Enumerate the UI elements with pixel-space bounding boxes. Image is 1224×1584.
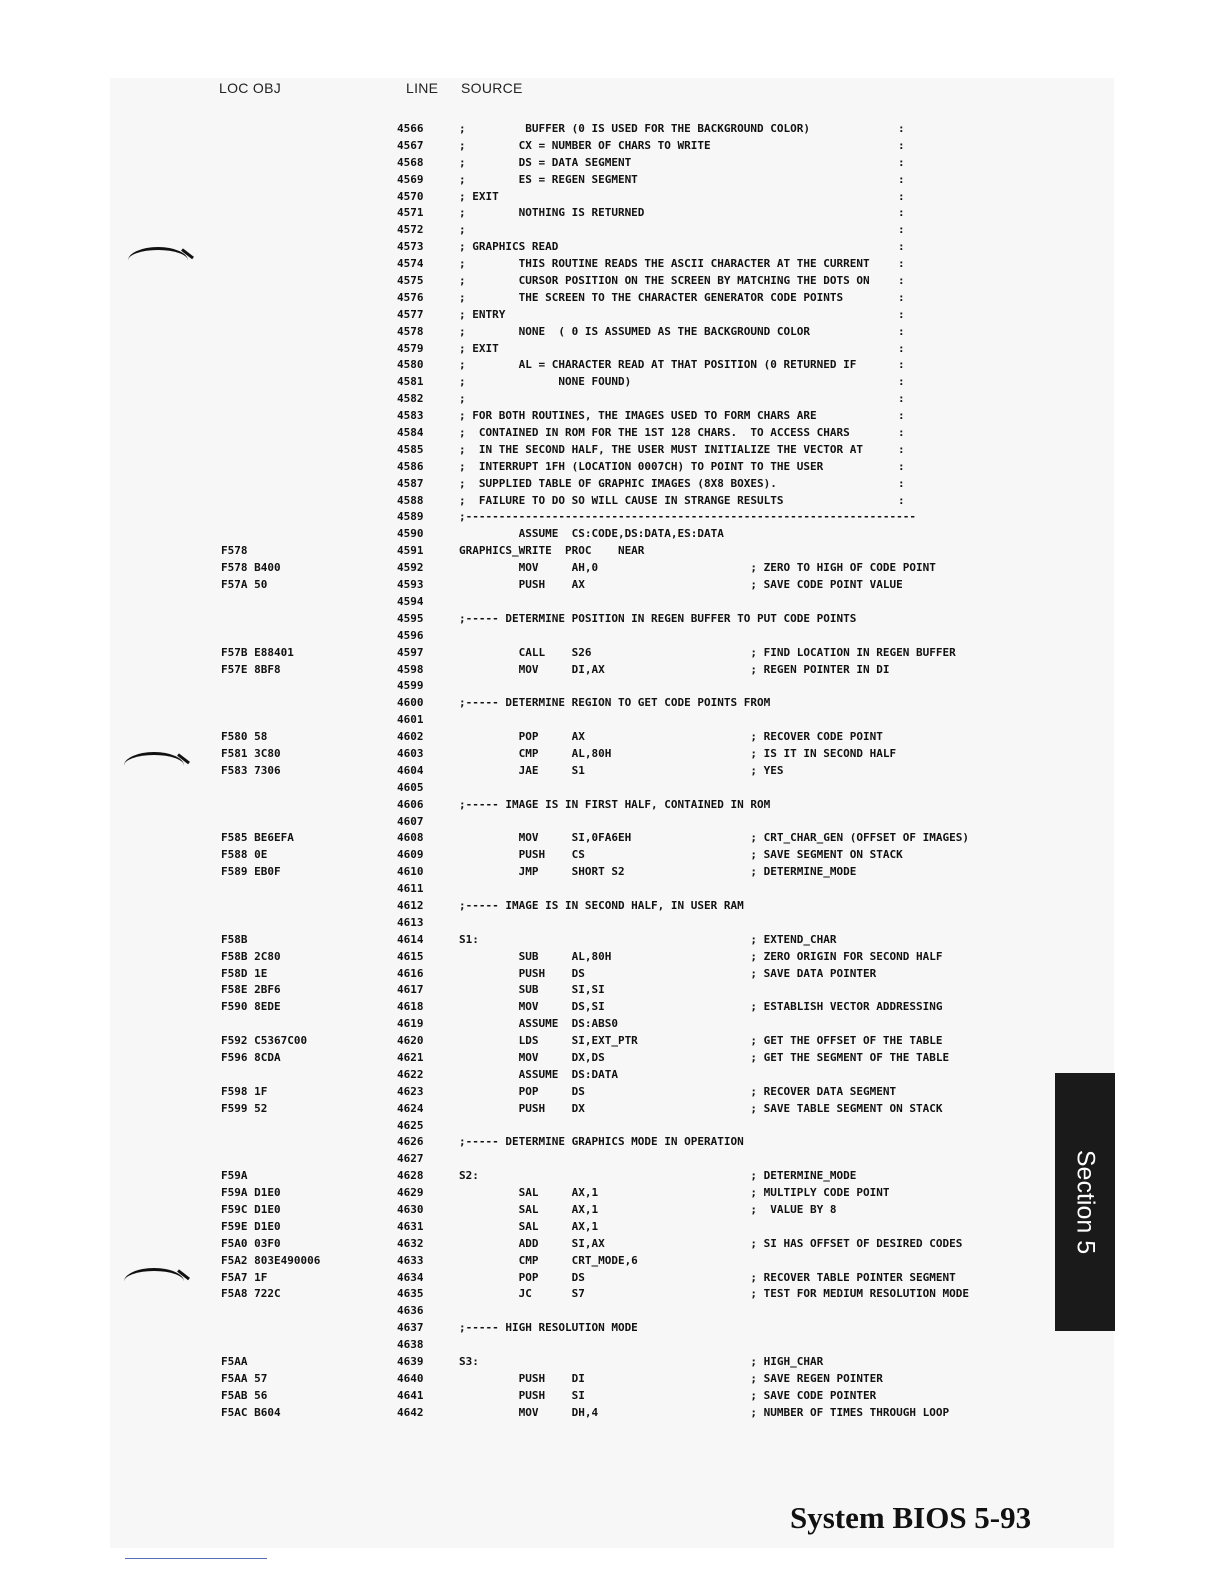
- line-number-cell: 4632: [397, 1236, 424, 1250]
- line-number-cell: 4607: [397, 814, 424, 828]
- loc-obj-cell: F59E D1E0: [221, 1219, 281, 1233]
- line-number-cell: 4592: [397, 561, 424, 575]
- loc-obj-cell: F5AA: [221, 1355, 248, 1369]
- source-cell: ; FOR BOTH ROUTINES, THE IMAGES USED TO FORM CHARS ARE: [459, 409, 817, 423]
- line-number-cell: 4568: [397, 155, 424, 169]
- listing-row: [0, 847, 1050, 864]
- listing-row: [0, 476, 1050, 493]
- line-number-cell: 4587: [397, 476, 424, 490]
- source-cell: CMP CRT_MODE,6: [459, 1253, 638, 1267]
- source-cell: MOV DS,SI ; ESTABLISH VECTOR ADDRESSING: [459, 1000, 943, 1014]
- loc-obj-cell: F57A 50: [221, 578, 268, 592]
- source-cell: PUSH DS ; SAVE DATA POINTER: [459, 966, 877, 980]
- listing-row: [0, 645, 1050, 662]
- line-number-cell: 4580: [397, 358, 424, 372]
- listing-row: [0, 155, 1050, 172]
- listing-row: [0, 999, 1050, 1016]
- listing-row: [0, 493, 1050, 510]
- line-number-cell: 4629: [397, 1186, 424, 1200]
- source-cell: PUSH AX ; SAVE CODE POINT VALUE: [459, 578, 903, 592]
- line-number-cell: 4585: [397, 442, 424, 456]
- comment-end-mark: :: [898, 138, 905, 152]
- comment-end-mark: :: [898, 375, 905, 389]
- source-cell: ;----- DETERMINE POSITION IN REGEN BUFFER TO PUT CODE POINTS: [459, 611, 857, 625]
- loc-obj-cell: F58B: [221, 932, 248, 946]
- source-cell: JC S7 ; TEST FOR MEDIUM RESOLUTION MODE: [459, 1287, 969, 1301]
- loc-obj-cell: F5AC B604: [221, 1405, 281, 1419]
- source-cell: ; NOTHING IS RETURNED: [459, 206, 645, 220]
- line-number-cell: 4606: [397, 797, 424, 811]
- line-number-cell: 4576: [397, 290, 424, 304]
- source-cell: MOV AH,0 ; ZERO TO HIGH OF CODE POINT: [459, 561, 936, 575]
- loc-obj-cell: F578 B400: [221, 561, 281, 575]
- line-number-cell: 4596: [397, 628, 424, 642]
- page-footer: System BIOS 5-93: [790, 1500, 1032, 1535]
- source-cell: ; CONTAINED IN ROM FOR THE 1ST 128 CHARS. TO ACCESS CHARS: [459, 426, 850, 440]
- source-cell: CALL S26 ; FIND LOCATION IN REGEN BUFFER: [459, 645, 956, 659]
- source-cell: SAL AX,1: [459, 1219, 599, 1233]
- line-number-cell: 4614: [397, 932, 424, 946]
- comment-end-mark: :: [898, 476, 905, 490]
- comment-end-mark: :: [898, 307, 905, 321]
- source-cell: PUSH CS ; SAVE SEGMENT ON STACK: [459, 848, 903, 862]
- line-number-cell: 4609: [397, 848, 424, 862]
- source-cell: ; CURSOR POSITION ON THE SCREEN BY MATCHING THE DOTS ON: [459, 274, 870, 288]
- listing-row: [0, 1033, 1050, 1050]
- source-cell: ; GRAPHICS READ: [459, 240, 559, 254]
- source-cell: ; EXIT: [459, 189, 499, 203]
- loc-obj-cell: F592 C5367C00: [221, 1034, 308, 1048]
- line-number-cell: 4600: [397, 696, 424, 710]
- listing-row: [0, 290, 1050, 307]
- source-cell: PUSH DX ; SAVE TABLE SEGMENT ON STACK: [459, 1101, 943, 1115]
- loc-obj-cell: F590 8EDE: [221, 1000, 281, 1014]
- line-number-cell: 4570: [397, 189, 424, 203]
- section-tab: [1055, 1073, 1115, 1331]
- listing-row: [0, 628, 1050, 645]
- line-number-cell: 4623: [397, 1084, 424, 1098]
- loc-obj-cell: F59C D1E0: [221, 1203, 281, 1216]
- section-tab-label: Section 5: [1071, 1149, 1100, 1255]
- source-cell: JAE S1 ; YES: [459, 763, 784, 777]
- source-cell: ; NONE ( 0 IS ASSUMED AS THE BACKGROUND COLOR: [459, 324, 810, 338]
- line-number-cell: 4603: [397, 746, 424, 760]
- comment-end-mark: :: [898, 257, 905, 271]
- comment-end-mark: :: [898, 206, 905, 220]
- source-cell: POP DS ; RECOVER DATA SEGMENT: [459, 1084, 897, 1098]
- source-cell: MOV DH,4 ; NUMBER OF TIMES THROUGH LOOP: [459, 1405, 950, 1419]
- comment-end-mark: :: [898, 442, 905, 456]
- comment-end-mark: :: [898, 459, 905, 473]
- listing-row: [0, 1101, 1050, 1118]
- loc-obj-cell: F59A D1E0: [221, 1186, 281, 1200]
- comment-end-mark: :: [898, 274, 905, 288]
- line-number-cell: 4636: [397, 1304, 424, 1318]
- line-number-cell: 4640: [397, 1371, 424, 1385]
- source-cell: ASSUME DS:ABS0: [459, 1017, 618, 1031]
- bottom-rule: [125, 1558, 267, 1559]
- listing-row: [0, 526, 1050, 543]
- line-number-cell: 4638: [397, 1338, 424, 1352]
- line-number-cell: 4615: [397, 949, 424, 963]
- comment-end-mark: :: [898, 155, 905, 169]
- listing-row: [0, 341, 1050, 358]
- source-cell: S2: ; DETERMINE_MODE: [459, 1169, 857, 1183]
- listing-row: [0, 898, 1050, 915]
- listing-row: [0, 1388, 1050, 1405]
- listing-row: [0, 374, 1050, 391]
- source-cell: ADD SI,AX ; SI HAS OFFSET OF DESIRED CODES: [459, 1236, 963, 1250]
- listing-row: [0, 678, 1050, 695]
- comment-end-mark: :: [898, 324, 905, 338]
- loc-obj-cell: F5A0 03F0: [221, 1236, 281, 1250]
- source-cell: ASSUME DS:DATA: [459, 1067, 618, 1081]
- line-number-cell: 4611: [397, 882, 424, 896]
- listing-row: [0, 1236, 1050, 1253]
- line-number-cell: 4586: [397, 459, 424, 473]
- source-cell: ; DS = DATA SEGMENT: [459, 155, 632, 169]
- loc-obj-cell: F5AB 56: [221, 1388, 268, 1402]
- line-number-cell: 4631: [397, 1219, 424, 1233]
- source-cell: ;----- IMAGE IS IN SECOND HALF, IN USER RAM: [459, 898, 744, 912]
- listing-row: [0, 408, 1050, 425]
- source-cell: S1: ; EXTEND_CHAR: [459, 932, 837, 946]
- listing-row: [0, 307, 1050, 324]
- line-number-cell: 4584: [397, 426, 424, 440]
- line-number-cell: 4582: [397, 392, 424, 406]
- line-number-cell: 4610: [397, 865, 424, 879]
- line-number-cell: 4591: [397, 544, 424, 558]
- listing-row: [0, 814, 1050, 831]
- listing-row: [0, 662, 1050, 679]
- source-cell: ;----- IMAGE IS IN FIRST HALF, CONTAINED IN ROM: [459, 797, 771, 811]
- listing-row: [0, 1303, 1050, 1320]
- listing-row: [0, 577, 1050, 594]
- line-number-cell: 4575: [397, 274, 424, 288]
- line-number-cell: 4569: [397, 172, 424, 186]
- listing-row: [0, 1118, 1050, 1135]
- source-cell: ; INTERRUPT 1FH (LOCATION 0007CH) TO POINT TO THE USER: [459, 459, 824, 473]
- listing-row: [0, 729, 1050, 746]
- line-number-cell: 4573: [397, 240, 424, 254]
- source-cell: ; THE SCREEN TO THE CHARACTER GENERATOR CODE POINTS: [459, 290, 844, 304]
- line-number-cell: 4624: [397, 1101, 424, 1115]
- loc-obj-cell: F5AA 57: [221, 1371, 268, 1385]
- source-cell: ; BUFFER (0 IS USED FOR THE BACKGROUND COLOR): [459, 122, 810, 135]
- comment-end-mark: :: [898, 240, 905, 254]
- comment-end-mark: :: [898, 493, 905, 507]
- binder-hole-mark: [124, 752, 184, 779]
- comment-end-mark: :: [898, 409, 905, 423]
- line-number-cell: 4630: [397, 1203, 424, 1216]
- comment-end-mark: :: [898, 172, 905, 186]
- listing-row: [0, 1084, 1050, 1101]
- source-cell: GRAPHICS_WRITE PROC NEAR: [459, 544, 645, 558]
- line-number-cell: 4613: [397, 915, 424, 929]
- line-number-cell: 4601: [397, 713, 424, 727]
- comment-end-mark: :: [898, 358, 905, 372]
- source-cell: LDS SI,EXT_PTR ; GET THE OFFSET OF THE TABLE: [459, 1034, 943, 1048]
- listing-row: [0, 138, 1050, 155]
- line-number-cell: 4622: [397, 1067, 424, 1081]
- source-cell: ASSUME CS:CODE,DS:DATA,ES:DATA: [459, 527, 724, 541]
- line-number-cell: 4579: [397, 341, 424, 355]
- loc-obj-cell: F589 EB0F: [221, 865, 281, 879]
- source-cell: SAL AX,1 ; VALUE BY 8: [459, 1203, 837, 1216]
- comment-end-mark: :: [898, 122, 905, 135]
- column-header-line: LINE: [406, 80, 439, 96]
- listing-row: [0, 966, 1050, 983]
- comment-end-mark: :: [898, 392, 905, 406]
- source-cell: POP DS ; RECOVER TABLE POINTER SEGMENT: [459, 1270, 956, 1284]
- listing-row: [0, 1202, 1050, 1219]
- loc-obj-cell: F5A2 803E490006: [221, 1253, 321, 1267]
- line-number-cell: 4604: [397, 763, 424, 777]
- line-number-cell: 4588: [397, 493, 424, 507]
- listing-row: [0, 1354, 1050, 1371]
- loc-obj-cell: F588 0E: [221, 848, 268, 862]
- binder-hole-mark: [128, 247, 188, 274]
- line-number-cell: 4619: [397, 1017, 424, 1031]
- listing-row: [0, 459, 1050, 476]
- line-number-cell: 4577: [397, 307, 424, 321]
- listing-row: [0, 1371, 1050, 1388]
- line-number-cell: 4617: [397, 983, 424, 997]
- listing-row: [0, 1219, 1050, 1236]
- source-cell: ;----- HIGH RESOLUTION MODE: [459, 1321, 638, 1335]
- listing-row: [0, 357, 1050, 374]
- loc-obj-cell: F58E 2BF6: [221, 983, 281, 997]
- listing-row: [0, 712, 1050, 729]
- source-cell: ; ES = REGEN SEGMENT: [459, 172, 638, 186]
- line-number-cell: 4602: [397, 730, 424, 744]
- listing-row: [0, 1405, 1050, 1422]
- line-number-cell: 4618: [397, 1000, 424, 1014]
- listing-row: [0, 864, 1050, 881]
- loc-obj-cell: F578: [221, 544, 248, 558]
- source-cell: SAL AX,1 ; MULTIPLY CODE POINT: [459, 1186, 890, 1200]
- line-number-cell: 4616: [397, 966, 424, 980]
- loc-obj-cell: F57E 8BF8: [221, 662, 281, 676]
- source-cell: ;----- DETERMINE REGION TO GET CODE POINTS FROM: [459, 696, 771, 710]
- listing-row: [0, 442, 1050, 459]
- listing-row: [0, 1168, 1050, 1185]
- listing-row: [0, 425, 1050, 442]
- loc-obj-cell: F580 58: [221, 730, 268, 744]
- line-number-cell: 4597: [397, 645, 424, 659]
- line-number-cell: 4583: [397, 409, 424, 423]
- listing-row: [0, 205, 1050, 222]
- line-number-cell: 4567: [397, 138, 424, 152]
- loc-obj-cell: F585 BE6EFA: [221, 831, 294, 845]
- listing-row: [0, 172, 1050, 189]
- listing-row: [0, 949, 1050, 966]
- listing-row: [0, 1337, 1050, 1354]
- line-number-cell: 4578: [397, 324, 424, 338]
- source-cell: POP AX ; RECOVER CODE POINT: [459, 730, 883, 744]
- line-number-cell: 4625: [397, 1118, 424, 1132]
- source-cell: PUSH DI ; SAVE REGEN POINTER: [459, 1371, 883, 1385]
- loc-obj-cell: F581 3C80: [221, 746, 281, 760]
- comment-end-mark: :: [898, 341, 905, 355]
- listing-row: [0, 1151, 1050, 1168]
- loc-obj-cell: F57B E88401: [221, 645, 294, 659]
- source-cell: ; ENTRY: [459, 307, 506, 321]
- source-cell: MOV DI,AX ; REGEN POINTER IN DI: [459, 662, 890, 676]
- source-cell: ; SUPPLIED TABLE OF GRAPHIC IMAGES (8X8 BOXES).: [459, 476, 777, 490]
- line-number-cell: 4581: [397, 375, 424, 389]
- listing-row: [0, 830, 1050, 847]
- loc-obj-cell: F5A8 722C: [221, 1287, 281, 1301]
- line-number-cell: 4598: [397, 662, 424, 676]
- source-cell: ; EXIT: [459, 341, 499, 355]
- line-number-cell: 4605: [397, 780, 424, 794]
- listing-row: [0, 780, 1050, 797]
- source-cell: ;----- DETERMINE GRAPHICS MODE IN OPERATION: [459, 1135, 744, 1149]
- line-number-cell: 4572: [397, 223, 424, 237]
- source-cell: ;--------------------------------------------------------------------: [459, 510, 916, 524]
- listing-row: [0, 391, 1050, 408]
- line-number-cell: 4574: [397, 257, 424, 271]
- listing-row: [0, 121, 1050, 138]
- source-cell: PUSH SI ; SAVE CODE POINTER: [459, 1388, 877, 1402]
- line-number-cell: 4612: [397, 898, 424, 912]
- source-cell: ; FAILURE TO DO SO WILL CAUSE IN STRANGE RESULTS: [459, 493, 784, 507]
- listing-row: [0, 594, 1050, 611]
- source-cell: SUB SI,SI: [459, 983, 605, 997]
- line-number-cell: 4594: [397, 594, 424, 608]
- line-number-cell: 4566: [397, 122, 424, 135]
- listing-row: [0, 273, 1050, 290]
- listing-row: [0, 915, 1050, 932]
- listing-row: [0, 543, 1050, 560]
- line-number-cell: 4626: [397, 1135, 424, 1149]
- listing-row: [0, 1050, 1050, 1067]
- source-cell: CMP AL,80H ; IS IT IN SECOND HALF: [459, 746, 897, 760]
- line-number-cell: 4590: [397, 527, 424, 541]
- source-cell: ; NONE FOUND): [459, 375, 632, 389]
- source-cell: ;: [459, 392, 466, 406]
- column-header-source: SOURCE: [461, 80, 523, 96]
- loc-obj-cell: F599 52: [221, 1101, 268, 1115]
- listing-row: [0, 560, 1050, 577]
- listing-row: [0, 695, 1050, 712]
- source-cell: ; IN THE SECOND HALF, THE USER MUST INITIALIZE THE VECTOR AT: [459, 442, 863, 456]
- line-number-cell: 4620: [397, 1034, 424, 1048]
- listing-row: [0, 189, 1050, 206]
- line-number-cell: 4642: [397, 1405, 424, 1419]
- listing-row: [0, 932, 1050, 949]
- listing-row: [0, 1253, 1050, 1270]
- loc-obj-cell: F59A: [221, 1169, 248, 1183]
- comment-end-mark: :: [898, 189, 905, 203]
- listing-row: [0, 222, 1050, 239]
- loc-obj-cell: F5A7 1F: [221, 1270, 268, 1284]
- line-number-cell: 4608: [397, 831, 424, 845]
- line-number-cell: 4589: [397, 510, 424, 524]
- line-number-cell: 4593: [397, 578, 424, 592]
- loc-obj-cell: F596 8CDA: [221, 1050, 281, 1064]
- source-cell: SUB AL,80H ; ZERO ORIGIN FOR SECOND HALF: [459, 949, 943, 963]
- line-number-cell: 4634: [397, 1270, 424, 1284]
- listing-row: [0, 797, 1050, 814]
- binder-hole-mark: [124, 1268, 184, 1295]
- listing-row: [0, 509, 1050, 526]
- line-number-cell: 4635: [397, 1287, 424, 1301]
- listing-row: [0, 982, 1050, 999]
- comment-end-mark: :: [898, 290, 905, 304]
- listing-row: [0, 324, 1050, 341]
- listing-row: [0, 1185, 1050, 1202]
- listing-row: [0, 1016, 1050, 1033]
- source-cell: JMP SHORT S2 ; DETERMINE_MODE: [459, 865, 857, 879]
- source-cell: ; CX = NUMBER OF CHARS TO WRITE: [459, 138, 711, 152]
- listing-row: [0, 1134, 1050, 1151]
- line-number-cell: 4633: [397, 1253, 424, 1267]
- source-cell: ; THIS ROUTINE READS THE ASCII CHARACTER AT THE CURRENT: [459, 257, 870, 271]
- line-number-cell: 4628: [397, 1169, 424, 1183]
- line-number-cell: 4599: [397, 679, 424, 693]
- listing-row: [0, 1067, 1050, 1084]
- listing-row: [0, 611, 1050, 628]
- source-cell: ; AL = CHARACTER READ AT THAT POSITION (0 RETURNED IF: [459, 358, 857, 372]
- comment-end-mark: :: [898, 223, 905, 237]
- line-number-cell: 4571: [397, 206, 424, 220]
- column-header-loc-obj: LOC OBJ: [219, 80, 282, 96]
- loc-obj-cell: F598 1F: [221, 1084, 268, 1098]
- source-cell: ;: [459, 223, 466, 237]
- line-number-cell: 4637: [397, 1321, 424, 1335]
- loc-obj-cell: F58B 2C80: [221, 949, 281, 963]
- source-cell: MOV SI,0FA6EH ; CRT_CHAR_GEN (OFFSET OF IMAGES): [459, 831, 969, 845]
- source-cell: MOV DX,DS ; GET THE SEGMENT OF THE TABLE: [459, 1050, 950, 1064]
- loc-obj-cell: F583 7306: [221, 763, 281, 777]
- source-cell: S3: ; HIGH_CHAR: [459, 1355, 824, 1369]
- comment-end-mark: :: [898, 426, 905, 440]
- line-number-cell: 4641: [397, 1388, 424, 1402]
- listing-row: [0, 1320, 1050, 1337]
- line-number-cell: 4595: [397, 611, 424, 625]
- line-number-cell: 4621: [397, 1050, 424, 1064]
- line-number-cell: 4639: [397, 1355, 424, 1369]
- line-number-cell: 4627: [397, 1152, 424, 1166]
- listing-row: [0, 881, 1050, 898]
- loc-obj-cell: F58D 1E: [221, 966, 268, 980]
